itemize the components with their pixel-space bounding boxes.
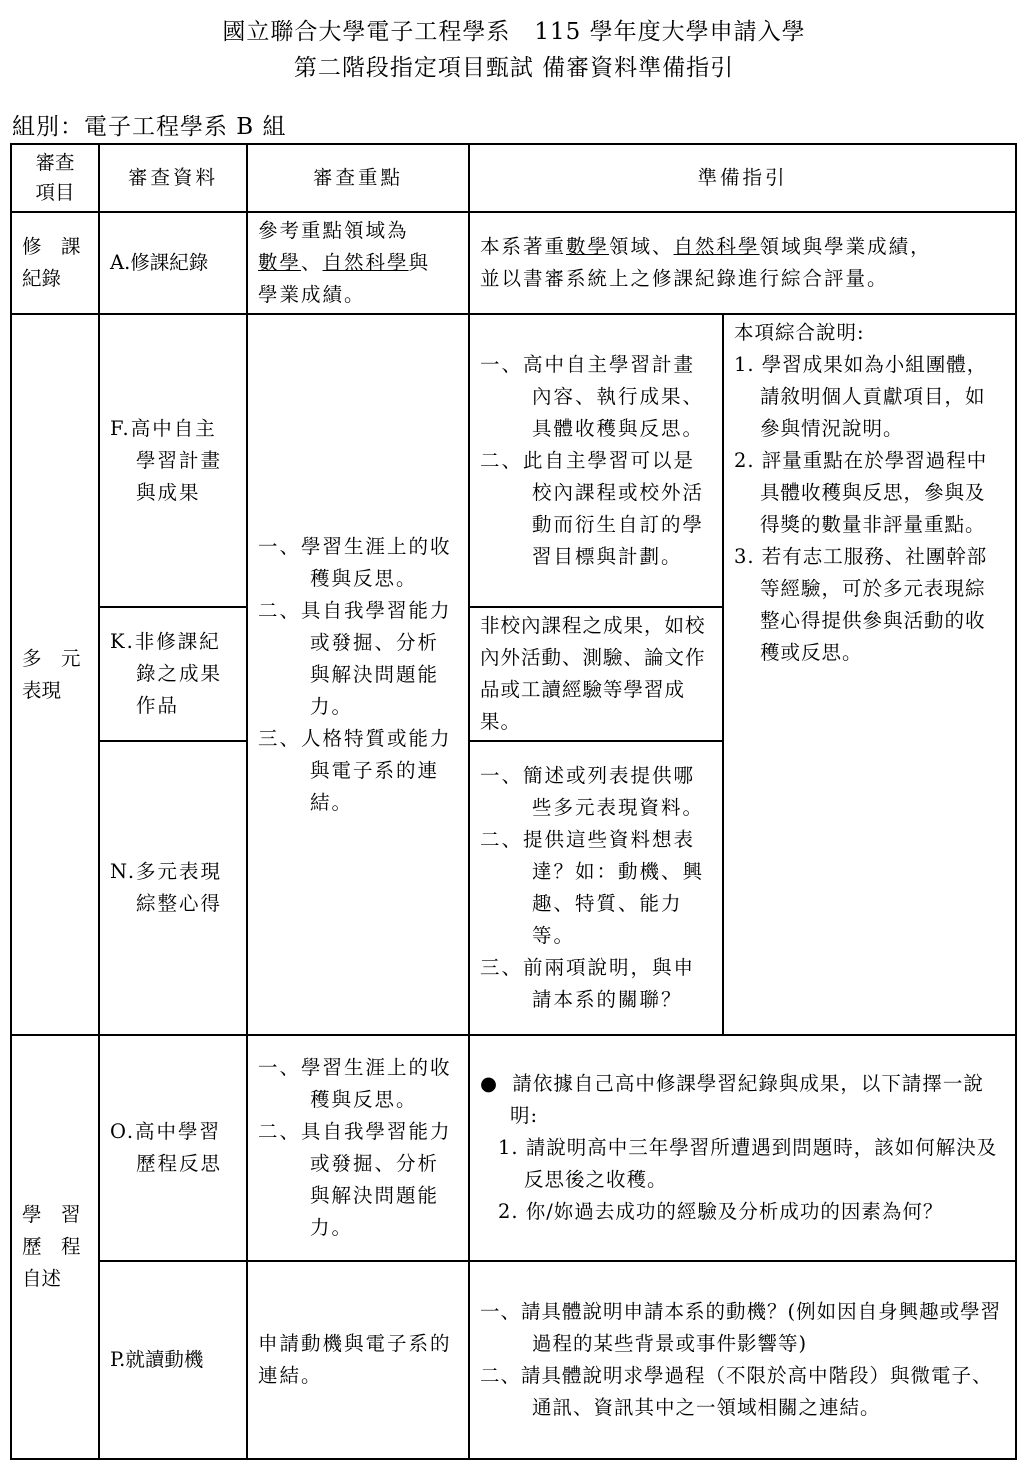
summary-title: 本項綜合說明: (734, 321, 865, 344)
guide-n-item: 一、簡述或列表提供哪些多元表現資料。 (480, 764, 705, 819)
header-material: 審查資料 (99, 144, 247, 212)
guide-n-item: 二、提供這些資料想表達？如：動機、興趣、特質、能力等。 (480, 828, 705, 947)
title-line-1: 國立聯合大學電子工程學系 115 學年度大學申請入學 (222, 19, 806, 45)
guide-p (469, 1261, 1016, 1459)
focus-diverse (247, 314, 469, 1035)
guide-f (469, 314, 723, 607)
summary-item: 1. 學習成果如為小組團體，請敘明個人貢獻項目，如參與情況說明。 (734, 353, 988, 440)
guide-f-item: 一、高中自主學習計畫內容、執行成果、具體收穫與反思。 (480, 352, 705, 440)
guide-f-item: 二、此自主學習可以是校內課程或校外活動而衍生自訂的學習目標與計劃。 (480, 448, 705, 568)
focus-o-item: 二、具自我學習能力或發掘、分析與解決問題能力。 (258, 1120, 452, 1239)
guide-p-item: 一、請具體說明申請本系的動機？(例如因自身興趣或學習過程的某些背景或事件影響等) (480, 1300, 1002, 1355)
header-guide: 準備指引 (469, 144, 1016, 212)
row-diverse-f (11, 314, 1016, 607)
row-statement-p (11, 1261, 1016, 1459)
guide-o-item: 2. 你/妳過去成功的經驗及分析成功的因素為何？ (498, 1200, 944, 1223)
material-k: K.非修課紀錄之成果作品 (99, 607, 247, 741)
focus-o-item: 一、學習生涯上的收穫與反思。 (258, 1056, 452, 1111)
material-f: F.高中自主學習計畫與成果 (99, 314, 247, 607)
material-n: N.多元表現綜整心得 (99, 741, 247, 1035)
category-statement: 學 習 歷 程 自述 (11, 1035, 99, 1459)
guide-o-item: 1. 請說明高中三年學習所遭遇到問題時，該如何解決及反思後之收穫。 (498, 1136, 998, 1191)
guide-p-item: 二、請具體說明求學過程（不限於高中階段）與微電子、通訊、資訊其中之一領域相關之連結。 (480, 1364, 993, 1419)
guide-k: 非校內課程之成果，如校內外活動、測驗、論文作品或工讀經驗等學習成果。 (469, 607, 723, 741)
header-item: 審查 項目 (11, 144, 99, 212)
category-course: 修 課 紀錄 (11, 212, 99, 314)
focus-statement-o (247, 1035, 469, 1261)
guide-o: ● 請依據自己高中修課學習紀錄與成果，以下請擇一說明: 1. 請說明高中三年學習所遭遇到問題時，該如何解決及反思後之收穫。 2. 你/妳過去成功的經驗及分析成功的因素為何？ (469, 1035, 1016, 1261)
summary-item: 2. 評量重點在於學習過程中具體收穫與反思，參與及得獎的數量非評量重點。 (734, 449, 988, 536)
guide-course: 本系著重數學領域、自然科學領域與學業成績， 並以書審系統上之修課紀錄進行綜合評量。 (469, 212, 1016, 314)
focus-diverse-item: 二、具自我學習能力或發掘、分析與解決問題能力。 (258, 598, 452, 718)
group-label: 組別：電子工程學系 B 組 (12, 114, 287, 140)
bullet-icon: ● (480, 1072, 513, 1095)
row-course-record (11, 212, 1016, 314)
material-a: A.修課紀錄 (99, 212, 247, 314)
summary-diverse (723, 314, 1016, 1035)
focus-diverse-item: 三、人格特質或能力與電子系的連結。 (258, 726, 452, 814)
row-statement-o (11, 1035, 1016, 1261)
summary-item: 3. 若有志工服務、社團幹部等經驗，可於多元表現綜整心得提供參與活動的收穫或反思。 (734, 545, 988, 664)
category-diverse: 多 元 表現 (11, 314, 99, 1035)
document-header (0, 14, 1028, 86)
guide-n-item: 三、前兩項說明，與申請本系的關聯？ (480, 956, 696, 1011)
title-line-2: 第二階段指定項目甄試 備審資料準備指引 (293, 55, 735, 81)
header-focus: 審查重點 (247, 144, 469, 212)
focus-diverse-item: 一、學習生涯上的收穫與反思。 (258, 534, 452, 590)
focus-statement-p: 申請動機與電子系的連結。 (247, 1261, 469, 1459)
header-row (11, 144, 1016, 212)
guide-n (469, 741, 723, 1035)
material-p: P.就讀動機 (99, 1261, 247, 1459)
material-o: O.高中學習歷程反思 (99, 1035, 247, 1261)
review-guide-table (10, 143, 1017, 1460)
focus-course: 參考重點領域為 數學、自然科學與 學業成績。 (247, 212, 469, 314)
